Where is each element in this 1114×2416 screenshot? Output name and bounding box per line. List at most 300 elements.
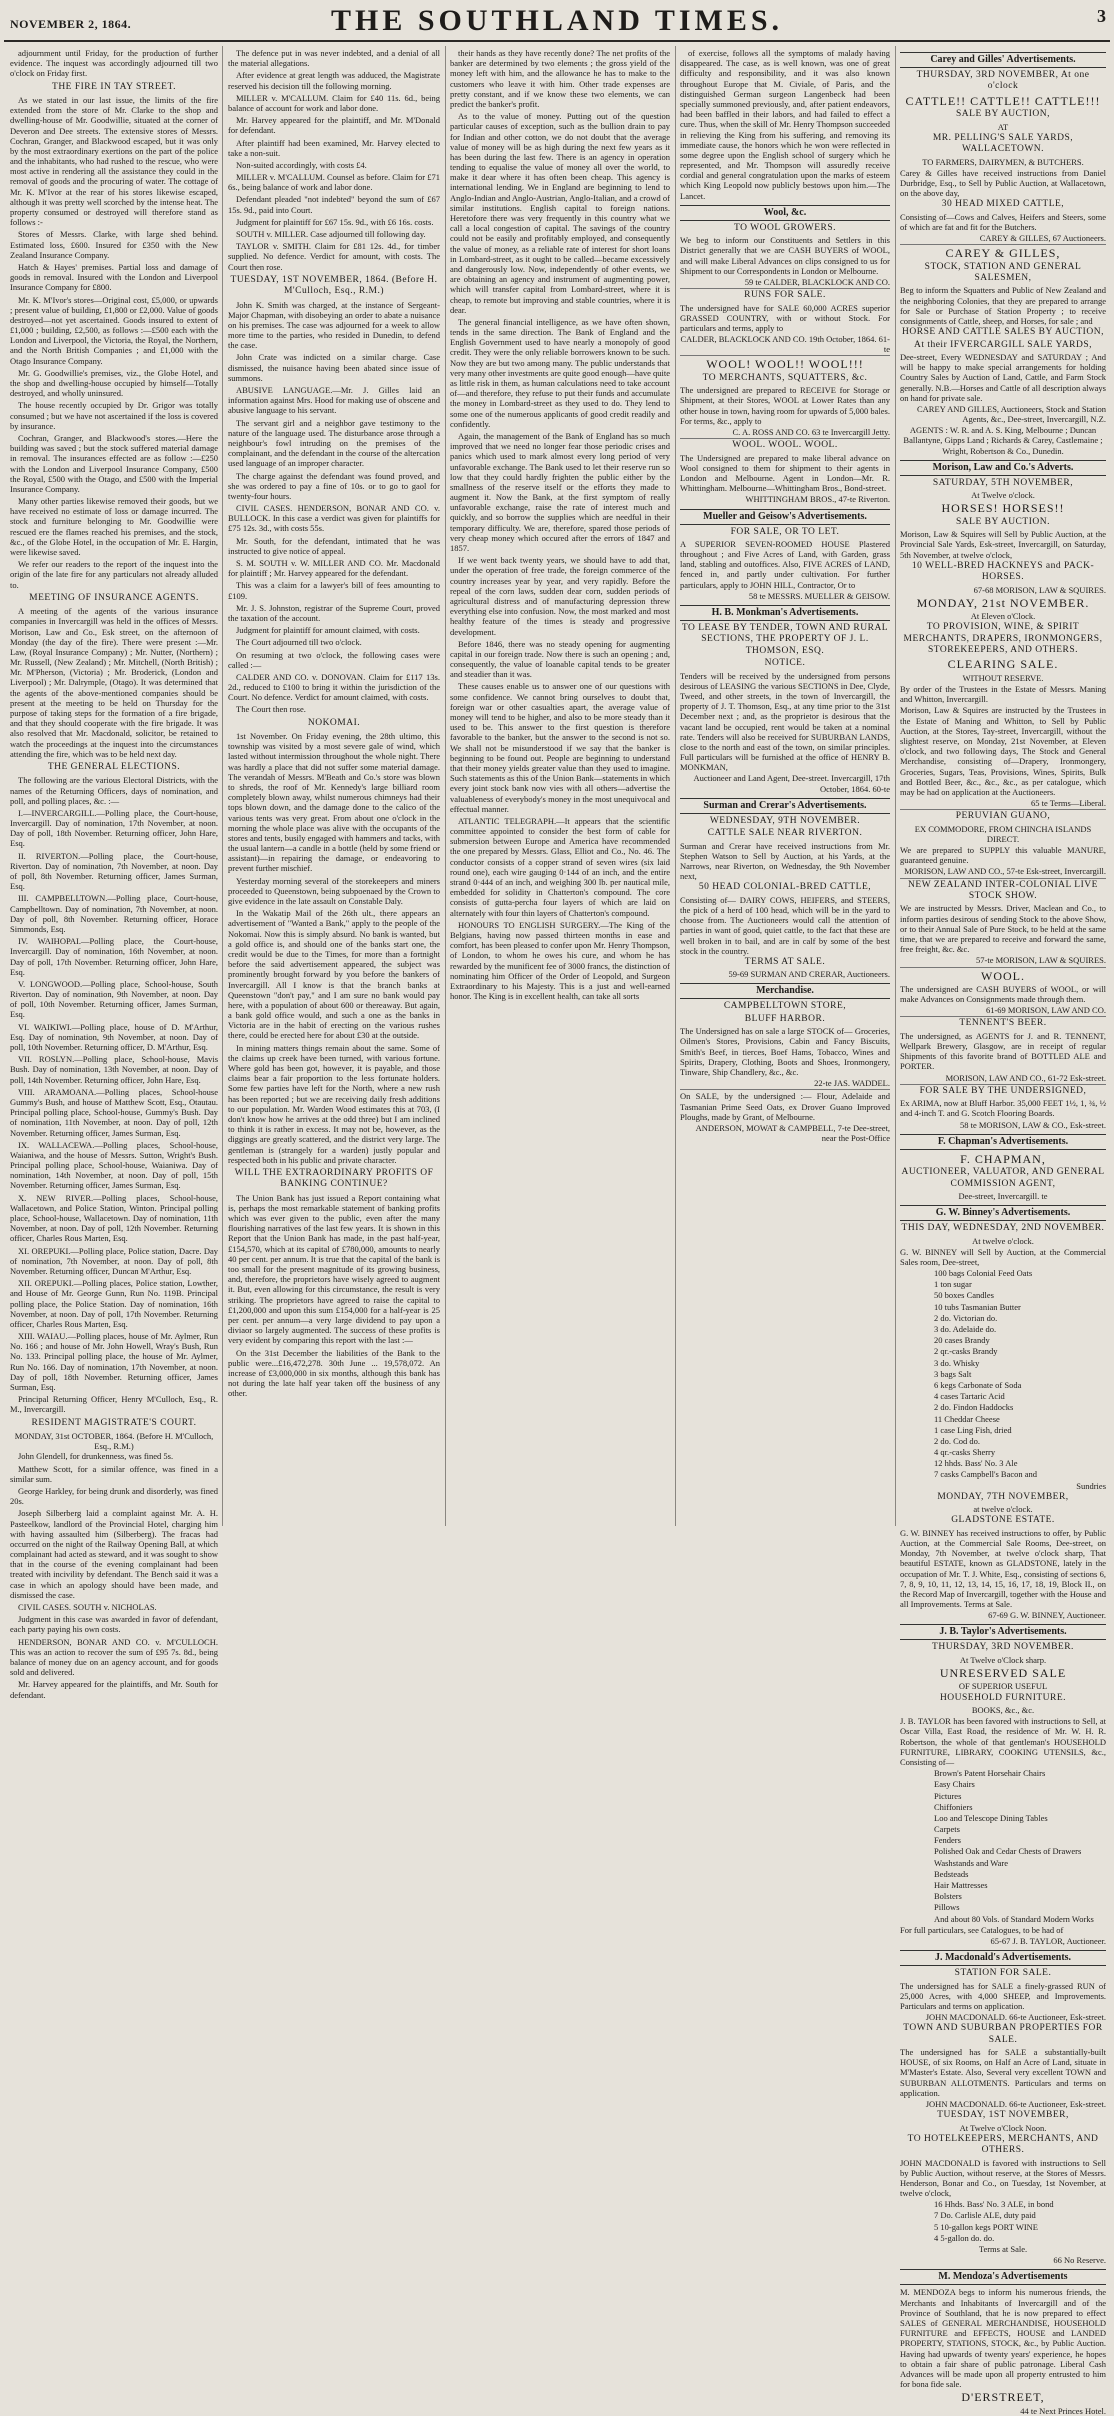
ad-subheading: WITHOUT RESERVE. <box>962 672 1044 683</box>
ad-section-bar: J. B. Taylor's Advertisements. <box>900 1624 1106 1640</box>
paragraph: XII. OREPUKI.—Polling places, Police station, Lowther, and House of Mr. George Gunn, Run No. 119B. Principal polling place, the Police Station. Day of nomination, 16th November, at noon. Day of poll, 17th November. Returning officer, Charles Rous Marten, Esq. <box>10 1278 218 1329</box>
paragraph: Defendant pleaded "not indebted" beyond the sum of £67 15s. 9d., paid into Court. <box>228 194 440 215</box>
ad-divider <box>900 1084 1106 1085</box>
ad-subheading: BOOKS, &c., &c. <box>971 1705 1035 1716</box>
list-item: 2 qr.-casks Brandy <box>934 1346 998 1357</box>
ad-divider <box>900 1016 1106 1017</box>
ad-date: MONDAY, 7TH NOVEMBER, <box>937 1491 1069 1502</box>
list-item: Hair Mattresses <box>934 1880 988 1891</box>
ad-heading: WOOL! WOOL!! WOOL!!! <box>706 357 864 372</box>
list-item: 20 cases Brandy <box>934 1335 990 1346</box>
article-body <box>680 48 890 201</box>
ad-text: M. MENDOZA begs to inform his numerous friends, the Merchants and Inhabitants of Invercargill and of the Province of Southland, that he is now prepared to effect SALES of GENERAL MERCHANDISE, HOUSEHOLD FURNITURE and EFFECTS, HOUSE and LANDED PROPERTY, STATIONS, STOCK, &c., by Public Auction. Having had upwards of twenty years' experience, he hopes to obtain a fair share of public patronage. Liberal Cash Advances will be made upon all property entrusted to him for bona fide sale. <box>900 2287 1106 2390</box>
ad-heading: FOR SALE, OR TO LET. <box>730 526 840 537</box>
advertisement <box>900 1152 1106 1201</box>
paragraph: XIII. WAIAU.—Polling places, house of Mr. Aylmer, Run No. 166 ; and house of Mr. John Howell, Wray's Bush, Run No. 133. Principal polling place, the house of Mr. Aylmer, Run No. 166. Day of nomination, 17th November, at noon. Day of poll, 18th November. Returning officer, James Surman, Esq. <box>10 1331 218 1393</box>
article-body <box>10 95 218 590</box>
paragraph: A meeting of the agents of the various insurance companies in Invercargill was held in the offices of Messrs. Morison, Law and Co., Esk street, on the afternoon of Monday (the day of the fire). There were present :—Mr. Law, (Royal Insurance Company) ; Mr. Nutter, (Northern) ; Mr. Russell, (New Zealand) ; Mr. Mitchell, (North British) ; Mr. M'Pherson, (Victoria) ; Mr. Broderick, (London and Liverpool) ; Mr. Dalrymple, (Otago). It was determined that the agents of the above-mentioned companies should be present at the meeting to be held on Thursday for the purpose of taking steps for the formation of a fire brigade, and that they should cooperate with the fire brigade. It was also resolved that Mr. Macdonald, solicitor, be retained to watch the proceedings at the inquest into the circumstances attending the fire, which was to be held next day. <box>10 606 218 759</box>
ad-signature: 59-69 SURMAN AND CRERAR, Auctioneers. <box>728 969 890 980</box>
paragraph: Mr. Harvey appeared for the plaintiffs, and Mr. South for defendant. <box>10 1679 218 1700</box>
advertisement <box>680 223 890 505</box>
paragraph: The defence put in was never indebted, and a denial of all the material allegations. <box>228 48 440 69</box>
ad-text: AT <box>997 121 1009 132</box>
ad-date: THURSDAY, 3RD NOVEMBER. <box>932 1642 1074 1653</box>
ad-heading: TO PROVISION, WINE, & SPIRIT MERCHANTS, DRAPERS, IRONMONGERS, STOREKEEPERS, AND OTHERS. <box>903 622 1103 656</box>
ad-section-bar: Merchandise. <box>680 983 890 999</box>
ad-date: SATURDAY, 5TH NOVEMBER, <box>932 477 1074 488</box>
paragraph: their hands as they have recently done? The net profits of the banker are determined by two elements ; the gross yield of the money left with him, and the allowance he has to make to the customers who leave it with him. Other trade expenses are pretty constant, and if we know these two elements, we can predict the banker's profit. <box>450 48 670 109</box>
ad-text: TO FARMERS, DAIRYMEN, & BUTCHERS. <box>922 156 1084 167</box>
list-item: 5 10-gallon kegs PORT WINE <box>934 2221 1039 2232</box>
article-heading: THE GENERAL ELECTIONS. <box>47 761 181 772</box>
ad-subheading: BLUFF HARBOR. <box>744 1013 826 1024</box>
advertisement <box>900 1642 1106 1946</box>
column-divider <box>445 46 446 1526</box>
paragraph: On the 31st December the liabilities of the Bank to the public were...£16,472,278. 30th June ... 19,578,072. An increase of £3,000,000 in six months, although this bank has not during the late half year taken off the business of any other. <box>228 1347 440 1399</box>
ad-terms: TERMS AT SALE. <box>744 956 826 967</box>
ad-signature: JOHN MACDONALD. 66-te Auctioneer, Esk-street. <box>925 2012 1106 2023</box>
ad-subheading: OF SUPERIOR USEFUL <box>958 1681 1048 1692</box>
column-2 <box>228 48 440 1526</box>
list-item: Chiffoniers <box>934 1801 973 1812</box>
article-body <box>228 48 440 272</box>
paragraph: Before 1846, there was no steady opening for augmenting capital in our foreign trade. Now there is such an opening ; and, consequently, the value of loanable capital tends to be greater and steadier than it was. <box>450 638 670 680</box>
list-item: 2 do. Findon Haddocks <box>934 1402 1014 1413</box>
ad-heading: HORSES! HORSES!! <box>941 501 1065 516</box>
list-item: 3 do. Whisky <box>934 1357 980 1368</box>
ad-heading: SALE BY AUCTION, <box>956 109 1050 120</box>
ad-heading: NEW ZEALAND INTER-COLONIAL LIVE STOCK SHOW. <box>908 879 1098 901</box>
paragraph: I.—INVERCARGILL.—Polling place, the Court-house, Invercargill. Day of nomination, 17th November, at noon. Day of poll, 18th November. Returning officer, John Hare, Esq. <box>10 807 218 849</box>
paragraph: The Union Bank has just issued a Report containing what is, perhaps the most remarkable statement of banking profits which was ever given to the public, even after the many flourishing narratives of the last few years. It is shown in this Report that the Union Bank has made, in the past half-year, £154,570, which at its capital of £780,000, amounts to nearly 40 per cent. per annum. It is true that the capital of the bank is too small for the present magnitude of its growing business, and, therefore, the proprietors have wisely agreed to augment it. But, even allowing for this circumstance, the result is very striking. The proprietors have agreed to raise the capital to £1,200,000 and upon this sum £154,000 for a half-year is 25 per cent. per annum—a very large dividend to pay upon a diviaor so largely augmented. The success of these profits is very evident by comparing this report with the last :— <box>228 1192 440 1346</box>
article-body <box>10 1451 218 1699</box>
ad-time: At Twelve o'clock. <box>971 490 1035 501</box>
paragraph: 1st November. On Friday evening, the 28th ultimo, this township was visited by a most severe gale of wind, which lasted without intermission throughout the whole night. There was hardly a place that did not suffer some material damage. The verandah of Messrs. M'Beath and Co.'s store was blown to shreds, the roof of Mr. Kennedy's large billiard room completely blown away, whilst numerous chimneys had their tops blown down, and the damage done to the calico of the various tents was very great. From about one o'clock in the morning the whole place was alive with the occupants of the stores and tents, busily engaged with hammers and tacks, with the usual lantern—a candle in a bottle (held by some friend or assistant)—in repairing the damage, or endeavoring to prevent further mischief. <box>228 731 440 874</box>
ad-section-bar: M. Mendoza's Advertisements <box>900 2269 1106 2285</box>
ad-signature: 58 te MORISON, LAW & CO., Esk-street. <box>959 1119 1106 1130</box>
ad-heading: HOUSEHOLD FURNITURE. <box>939 1692 1067 1703</box>
paragraph: After plaintiff had been examined, Mr. Harvey elected to take a non-suit. <box>228 137 440 158</box>
ad-divider <box>680 1089 890 1090</box>
ad-subheading: STOCK, STATION AND GENERAL SALESMEN, <box>924 261 1082 284</box>
ad-text: Consisting of—Cows and Calves, Heifers and Steers, some of which are fat and fit for the Butchers. <box>900 211 1106 232</box>
list-item: Brown's Patent Horsehair Chairs <box>934 1768 1046 1779</box>
ad-section-bar: F. Chapman's Advertisements. <box>900 1134 1106 1150</box>
paragraph: V. LONGWOOD.—Polling place, School-house, South Riverton. Day of nomination, 9th November, at noon. Day of poll, 10th November. Returning officer, James Surman, Esq. <box>10 978 218 1020</box>
paragraph: CIVIL CASES. SOUTH v. NICHOLAS. <box>18 1602 157 1612</box>
paragraph: MILLER v. M'CALLUM. Counsel as before. Claim for £71 6s., being balance of work and labor done. <box>228 172 440 193</box>
article-body <box>228 300 440 715</box>
paragraph: As to the value of money. Putting out of the question particular causes of exception, such as the bullion drain to pay for Indian and other cotton, we do not doubt that the average value of money will be as high during the next few years as it has been during the last few. There is an agency in operation tending to equalise the value of money all over the world, to make it dear where it has often been cheap. This agency is international lending. We in England are beginning to lend to Anglo-Indian and Anglo-Austrian, Anglo-Italian, and a crowd of similar institutions. English capital to foreign nations. Heretofore there was very frequently in this country what we call a local congestion of capital. The savings of the country could not be easily and profitably employed, and consequently the value of money, as a reliable rate of interest for short loans in Lombard-street, as it ought to be called—became excessively and dangerously low. Now, independently of other events, we are obtaining an agency and instrument of augmenting power, which will transfer capital from Lombard-street, where it is cheap, to remote but improving and stable countries, where it is dear. <box>450 111 670 315</box>
ad-text: The undersigned are prepared to RECEIVE for Storage or Shipment, at their Stores, WOOL at Lower Rates than any other house in town, having room for upwards of 5,000 bales. For terms, &c., apply to <box>680 385 890 426</box>
ad-heading: CATTLE SALE NEAR RIVERTON. <box>707 828 863 839</box>
ad-date: MONDAY, 21st NOVEMBER. <box>916 595 1090 610</box>
ad-signature: 22-te JAS. WADDEL. <box>814 1078 890 1089</box>
paragraph: These causes enable us to answer one of our questions with some confidence. We cannot bring ourselves to doubt that, foreign war or other casualties apart, the average value of money will tend to be higher, and also to be more steady than it used to be. This answer to the first question is therefore favorable to the banker, but the answer to the second is not so. We shall not be misunderstood if we say that the banker is beginning to be found out. People are beginning to understand that their money yields greater value than they used to imagine. Such statements as this of the Union Bank—statements in which every joint stock bank now vies with all others—advertise the valuableness of everybody's money in the most unequivocal and effectual manner. <box>450 681 670 814</box>
list-item: 2 do. Victorian do. <box>934 1312 998 1323</box>
paragraph: XI. OREPUKI.—Polling place, Police station, Dacre. Day of nomination, 7th November, at noon. Day of poll, 8th November. Returning officer, Duncan M'Arthur, Esq. <box>10 1245 218 1276</box>
list-item: 4 5-gallon do. do. <box>934 2232 995 2243</box>
column-divider <box>675 46 676 1526</box>
paragraph: Judgment in this case was awarded in favor of defendant, each party paying his own costs. <box>10 1614 218 1635</box>
list-item: Pictures <box>934 1790 962 1801</box>
ad-heading: TOWN AND SUBURBAN PROPERTIES FOR SALE. <box>903 2023 1103 2045</box>
ad-text: Morison, Law & Squires are instructed by the Trustees in the Estate of Maning and Whitton, to Sell by Public Auction, at the Stores, Tay-street, Invercargill, without the slightest reserve, on Monday, 21st November, at Eleven o'clock, and two following days, The Stock and General Merchandise, consisting of—Drapery, Ironmongery, Groceries, Sugars, Teas, Provisions, Wines, Spirits, Bulk and Bottled Beer, &c., &c., &c., as per catalogue, which may be had on application at the Auctioneers. <box>900 705 1106 797</box>
paragraph: John Crate was indicted on a similar charge. Case dismissed, the nuisance having been abated since issue of summons. <box>228 352 440 383</box>
list-item: 7 Do. Carlisle ALE, duty paid <box>934 2210 1036 2221</box>
ad-text: Morison, Law & Squires will Sell by Public Auction, at the Provincial Sale Yards, Esk-street, Invercargill, on Saturday, 5th November, at twelve o'clock, <box>900 529 1106 560</box>
column-divider <box>895 46 896 1526</box>
paragraph: Hatch & Hayes' premises. Partial loss and damage of goods in removal. Insured with the London and Liverpool Insurance Company for £800. <box>10 261 218 293</box>
paragraph: The general financial intelligence, as we have often shown, tends in the same direction. The Bank of England and the English Government used to have nearly a monopoly of good credit. They were the only reliable borrowers known to be such. Now they are but two among many. The public understands that very many other investments are quite good enough—have quite as little risk in them, as human calculations need to take account of—and therefore, they refuse to put their funds and accumulate the money in Lombard-street as they used to do. They lend to some one of the numerous applicants of good credit readily and confidently. <box>450 316 670 429</box>
ad-date: TUESDAY, 1ST NOVEMBER, <box>937 2110 1069 2121</box>
ad-time: At Twelve o'Clock Noon. <box>959 2122 1047 2133</box>
paragraph: VI. WAIKIWI.—Polling place, house of D. M'Arthur, Esq. Day of nomination, 9th November, at noon. Day of poll, 10th November. Returning officer, D. M'Arthur, Esq. <box>10 1021 218 1053</box>
ad-time: At twelve o'clock. <box>972 1235 1034 1246</box>
ad-text: We are prepared to SUPPLY this valuable MANURE, guaranteed genuine. <box>900 845 1106 866</box>
paragraph: HONOURS TO ENGLISH SURGERY.—The King of the Belgians, having now passed thirteen months in ease and comfort, has been pleased to confer upon Mr. Henry Thompson, of London, to whom he owes his cure, and whom he has rewarded by the munificent fee of 3000 francs, the distinction of nominating him Officer of the Order of Leopold, and Surgeon Extraordinary to his Majesty. This is a just and well-earned honor. The King is in excellent health, can take all sorts <box>450 919 670 1002</box>
list-item: Polished Oak and Cedar Chests of Drawers <box>934 1846 1082 1857</box>
list-item: 11 Cheddar Cheese <box>934 1413 1000 1424</box>
ad-divider <box>680 355 890 356</box>
advertisement <box>900 1223 1106 1620</box>
advertisement <box>900 70 1106 456</box>
advertisement <box>680 623 890 794</box>
masthead-rule <box>4 40 1110 42</box>
ad-address: Dee-street, Invercargill. te <box>958 1190 1048 1201</box>
ad-signature: CALDER, BLACKLOCK AND CO. 19th October, 1864. 61-te <box>680 334 890 355</box>
column-divider <box>222 46 223 1526</box>
ad-date: THURSDAY, 3RD NOVEMBER, At one o'clock <box>916 70 1090 92</box>
paragraph: SOUTH v. MILLER. Case adjourned till following day. <box>236 229 426 239</box>
article-body <box>10 775 218 1414</box>
ad-section-bar: Surman and Crerar's Advertisements. <box>680 798 890 814</box>
ad-text: G. W. BINNEY has received instructions to offer, by Public Auction, at the Commercial Sale Rooms, Dee-street, on Monday, 7th November, at twelve o'clock sharp, That beautiful ESTATE, known as GLADSTONE, lately in the occupation of Mr. T. J. White, Esq., consisting of sections 6, 7, 8, 9, 10, 11, 12, 13, 14, 15, 16, 17, 18, 19, Block II., on the Record Map of Invercargill, together with the House and all Improvements. Terms at Sale. <box>900 1527 1106 1610</box>
paragraph: Judgment for plaintiff for £67 15s. 9d., with £6 16s. costs. <box>236 216 434 227</box>
ad-signature: 66 No Reserve. <box>1053 2255 1106 2266</box>
column-1 <box>10 48 218 1700</box>
ad-signature: CAREY & GILLES, 67 Auctioneers. <box>979 233 1106 244</box>
ad-section-bar: Morison, Law and Co.'s Adverts. <box>900 460 1106 476</box>
ad-section-bar: G. W. Binney's Advertisements. <box>900 1205 1106 1221</box>
list-item: And about 80 Vols. of Standard Modern Works <box>934 1913 1094 1924</box>
ad-heading: PERUVIAN GUANO, <box>955 811 1051 822</box>
paragraph: TAYLOR v. SMITH. Claim for £81 12s. 4d., for timber supplied. No defence. Verdict for amount, with costs. The Court then rose. <box>228 241 440 272</box>
ad-heading: TO HOTELKEEPERS, MERCHANTS, AND OTHERS. <box>907 2133 1099 2156</box>
ad-text: The undersigned, as AGENTS for J. and R. TENNENT, Wellpark Brewery, Glasgow, are in receipt of regular Shipments of this favorite brand of BOTTLED ALE and PORTER. <box>900 1030 1106 1072</box>
paragraph: III. CAMPBELLTOWN.—Polling place, Court-house, Campbelltown. Day of nomination, 7th November, at noon. Day of poll, 8th November. Returning officer, Horace Simmonds, Esq. <box>10 893 218 934</box>
article-text: adjournment until Friday, for the production of further evidence. The inquest was accordingly adjourned till two o'clock on Friday first. <box>10 48 218 79</box>
list-item: Easy Chairs <box>934 1779 975 1790</box>
ad-heading: WOOL. WOOL. WOOL. <box>732 440 838 451</box>
ad-subheading: At their IFVERCARGILL SALE YARDS, <box>913 339 1093 350</box>
ad-heading: TO LEASE BY TENDER, TOWN AND RURAL SECTIONS, THE PROPERTY OF J. L. THOMSON, ESQ. <box>681 623 889 656</box>
list-item: 3 bags Salt <box>934 1368 972 1379</box>
column-4 <box>680 48 890 1526</box>
paragraph: The Court then rose. <box>236 704 306 715</box>
ad-text: J. B. TAYLOR has been favored with instructions to Sell, at Oscar Villa, East Road, the residence of Mr. W. H. R. Robertson, the whole of that gentleman's HOUSEHOLD FURNITURE, LIBRARY, COOKING UTENSILS, &c., Consisting of— <box>900 1716 1106 1767</box>
column-3 <box>450 48 670 1526</box>
ad-text: The undersigned have for SALE 60,000 ACRES superior GRASSED COUNTRY, with or without Stock. For particulars and terms, apply to <box>680 302 890 333</box>
ad-lot: 10 WELL-BRED HACKNEYS and PACK-HORSES. <box>911 560 1095 583</box>
ad-heading: CAREY & GILLES, <box>945 246 1061 261</box>
list-item: 50 boxes Candles <box>934 1290 994 1301</box>
paragraph: Non-suited accordingly, with costs £4. <box>236 159 367 170</box>
advertisement <box>680 816 890 980</box>
paragraph: This was a claim for a lawyer's bill of fees amounting to £109. <box>228 580 440 601</box>
page-number: 3 <box>1097 6 1106 26</box>
ad-text: By order of the Trustees in the Estate of Messrs. Maning and Whitton, Invercargill. <box>900 684 1106 705</box>
ad-lot: 30 HEAD MIXED CATTLE, <box>941 199 1065 210</box>
ad-text: A SUPERIOR SEVEN-ROOMED HOUSE Plastered throughout ; and Five Acres of Land, with Garden, grass land, stabling and outoffices. Also, FIVE ACRES of LAND, fenced in, and partly under cultivation. For further particulars, apply to JOHN HILL, Contractor, Or to <box>680 538 890 590</box>
ad-divider <box>900 878 1106 879</box>
advertisement <box>900 2287 1106 2415</box>
masthead <box>0 0 1114 40</box>
paragraph: Again, the management of the Bank of England has so much improved that we need no longer fear those periodic crises and panics which used to mark almost every long period of very unfavorable exchange. The Bank used to let their reserve run so low that they could hardly frighten the public either by the smallness of the reserve itself or the efforts they made to augment it. Now the Bank, at the first symptom of really unfavorable exchange, raise the rate of interest much and quickly, and so borrow the supplies which are needful in their temporary difficulty. We are, therefore, spared those periods of very cheap money which occured after the errors of 1847 and 1857. <box>450 430 670 553</box>
ad-signature: CAREY AND GILLES, Auctioneers, Stock and Station Agents, &c., Dee-street, Invercargill, N.Z. <box>916 403 1106 425</box>
article-heading: TUESDAY, 1ST NOVEMBER, 1864. (Before H. M'Culloch, Esq., R.M.) <box>230 274 438 297</box>
paragraph: In the Wakatip Mail of the 26th ult., there appears an advertisement of "Wanted a Bank," apply to the people of the Nokomai. Now this is simply absurd. No bank is wanted, but a gold office is, and should one of the banks start one, the credit would be due to the Times, for more than a fortnight before the said advertisement appeared, the subject was prominently brought forward by you before the bankers of Invercargill. All I know is that the branch banks at Queenstown "don't pay," and I am sure no bank would pay here, with a population of about 600 or thereaway. But again, a bank gold office would, and such a one as the banks in Victoria are in the habit of erecting on the various rushes there, could be erected here for about £30 at the outside. <box>228 908 440 1041</box>
list-item: 6 kegs Carbonate of Soda <box>934 1379 1022 1390</box>
list-item: 4 cases Tartaric Acid <box>934 1391 1005 1402</box>
list-item: Bedsteads <box>934 1868 969 1879</box>
paragraph: CIVIL CASES. HENDERSON, BONAR AND CO. v. BULLOCK. In this case a verdict was given for plaintiffs for £75 12s. 3d., with costs 55s. <box>228 503 440 534</box>
issue-date: NOVEMBER 2, 1864. <box>10 17 132 31</box>
ad-signature: C. A. ROSS AND CO. 63 te Invercargill Jetty. <box>732 427 890 437</box>
ad-heading: FOR SALE BY THE UNDERSIGNED, <box>919 1085 1087 1096</box>
ad-signature: MORISON, LAW AND CO., 61-72 Esk-street. <box>945 1072 1106 1083</box>
ad-divider <box>680 288 890 289</box>
paragraph: Principal Returning Officer, Henry M'Culloch, Esq., R. M., Invercargill. <box>10 1394 218 1415</box>
ad-subheading: AUCTIONEER, VALUATOR, AND GENERAL COMMISSION AGENT, <box>901 1167 1105 1189</box>
list-item: Carpets <box>934 1824 960 1835</box>
list-item: 1 ton sugar <box>934 1279 972 1290</box>
paragraph: We refer our readers to the report of the inquest into the origin of the late fire for any particulars not already alluded to. <box>10 559 218 590</box>
paragraph: George Harkley, for being drunk and disorderly, was fined 20s. <box>10 1485 218 1507</box>
ad-section-bar: Mueller and Geisow's Advertisements. <box>680 509 890 525</box>
paragraph: The servant girl and a neighbor gave testimony to the nature of the language used. The disturbance arose through a neighbour's fowl intruding on the premises of the complainant, and the defendant in the course of the altercation used language of an improper character. <box>228 417 440 469</box>
ad-text: We beg to inform our Constituents and Settlers in this District generally that we are CASH BUYERS of WOOL, and will make Liberal Advances on clips consigned to us for Shipment to our Correspondents in London or Melbourne. <box>680 235 890 276</box>
ad-time: At Twelve o'Clock sharp. <box>959 1654 1047 1665</box>
paragraph: The following are the various Electoral Districts, with the names of the Returning Officers, days of nomination, and poll, and polling places, &c. :— <box>10 775 218 806</box>
paragraph: VII. ROSLYN.—Polling place, School-house, Mavis Bush. Day of nomination, 13th November, at noon. Day of poll, 14th November. Returning officer, John Hare, Esq. <box>10 1054 218 1085</box>
ad-section-bar: H. B. Monkman's Advertisements. <box>680 605 890 621</box>
list-item: 16 Hhds. Bass' No. 3 ALE, in bond <box>934 2199 1054 2210</box>
ad-signature: 67-68 MORISON, LAW & SQUIRES. <box>973 584 1106 595</box>
ad-signature: ANDERSON, MOWAT & CAMPBELL, 7-te Dee-street, near the Post-Office <box>695 1122 890 1144</box>
ad-text: Carey & Gilles have received instructions from Daniel Durbridge, Esq., to Sell by Public Auction, at Wallacetown, on the above day, <box>900 167 1106 199</box>
ad-date: THIS DAY, WEDNESDAY, 2ND NOVEMBER. <box>901 1223 1105 1234</box>
paragraph: VIII. ARAMOANA.—Polling places, School-house Gummy's Bush, and house of Matthew Scott, Esq., Otautau. Principal polling place, School-house, Gummy's Bush. Day of nomination, 11th November, at noon. Day of poll, 12th November. Returning officer, James Surman, Esq. <box>10 1086 218 1138</box>
ad-subheading: SALE BY AUCTION. <box>956 516 1050 527</box>
paragraph: Mr. Harvey appeared for the plaintiff, and Mr. M'Donald for defendant. <box>228 115 440 136</box>
ad-heading: CLEARING SALE. <box>947 657 1059 672</box>
article-heading: THE FIRE IN TAY STREET. <box>52 81 176 92</box>
ad-divider <box>680 438 890 439</box>
ad-signature: 44 te Next Princes Hotel. <box>1020 2405 1106 2416</box>
list-item: Pillows <box>934 1902 960 1913</box>
paragraph: John Glendell, for drunkenness, was fined 5s. <box>18 1451 174 1462</box>
paragraph: Mr. K. M'Ivor's stores—Original cost, £5,000, or upwards ; present value of building, £1,800 or £2,000. Value of goods destroyed—not yet ascertained. Goods insured to extent of £1,000 ; building, £2,500, as follows :—£500 each with the London and Liverpool, the Victoria, the Royal, the Northern, and the North British Companies ; and £1,000 with the Otago Insurance Company. <box>10 294 218 366</box>
ad-heading: GLADSTONE ESTATE. <box>951 1515 1055 1526</box>
paragraph: Many other parties likewise removed their goods, but we have received no estimate of loss or damage incurred. The stock and furniture belonging to Mr. Goodwillie were rescued ere the flames reached his premises, and the stock, &c., of the Globe Hotel, in the occupation of Mr. E. Hargin, were likewise saved. <box>10 496 218 558</box>
ad-heading: CATTLE!! CATTLE!! CATTLE!!! <box>905 93 1101 108</box>
paragraph: On resuming at two o'clock, the following cases were called :— <box>228 649 440 670</box>
ad-heading: F. CHAPMAN, <box>960 1151 1046 1166</box>
paragraph: Joseph Silberberg laid a complaint against Mr. A. H. Pasteelkow, landlord of the Provincial Hotel, charging him with having assaulted him (Silberberg). The fracas had occurred on the night of the Railway Opening Ball, at which complainant had acted as steward, and it was sought to show that in the course of the evening complainant had been treated with incivility by defendant. The Bench said it was a case in which an apology should have been made, and dismissed the case. <box>10 1508 218 1600</box>
ad-time: At Eleven o'Clock. <box>970 611 1036 622</box>
ad-signature: 58 te MESSRS. MUELLER & GEISOW. <box>748 590 890 601</box>
advertisement <box>900 478 1106 1130</box>
newspaper-title: THE SOUTHLAND TIMES. <box>330 4 784 37</box>
list-item: 3 do. Adelaide do. <box>934 1324 997 1334</box>
ad-section-bar: J. Macdonald's Advertisements. <box>900 1950 1106 1966</box>
ad-address: D'ERSTREET, <box>961 2390 1045 2405</box>
paragraph: X. NEW RIVER.—Polling places, School-house, Wallacetown, and Police Station, Winton. Principal polling place, School-house, Wallacetown. Day of nomination, 11th November, at noon. Day of poll, 12th November. Returning officer, Charles Rous Marten, Esq. <box>10 1192 218 1244</box>
ad-text: We are instructed by Messrs. Driver, Maclean and Co., to inform parties desirous of sending Stock to the above Show, or to their Annual Sale of Pure Stock, to be held at the same time, that we are prepared to receive and forward the same, free freight, &c. &c. <box>900 903 1106 955</box>
article-heading: NOKOMAI. <box>307 717 361 728</box>
ad-text: G. W. BINNEY will Sell by Auction, at the Commercial Sales room, Dee-street, <box>900 1246 1106 1267</box>
ad-terms: Terms at Sale. <box>978 2244 1028 2255</box>
ad-date: WEDNESDAY, 9TH NOVEMBER. <box>709 815 861 826</box>
paragraph: IV. WAIHOPAI.—Polling place, the Court-house, Invercargill. Day of nomination, 16th November, at noon. Day of poll, 17th November. Returning officer, John Hare, Esq. <box>10 936 218 977</box>
ad-item-list <box>900 1768 1106 1924</box>
ad-text: AGENTS : W. R. and A. S. King, Melbourne ; Duncan Ballantyne, Gipps Land ; Richards & Carey, Castlemaine ; Wright, Robertson & Co., Dunedin. <box>903 425 1103 456</box>
list-item: 2 do. Cod do. <box>934 1435 981 1446</box>
ad-signature: 61-69 MORISON, LAW AND CO. <box>985 1005 1106 1016</box>
list-item: 4 qr.-casks Sherry <box>934 1447 996 1458</box>
ad-subheading: TO MERCHANTS, SQUATTERS, &c. <box>702 372 868 383</box>
ad-heading: UNRESERVED SALE <box>939 1666 1067 1681</box>
advertisement <box>900 1968 1106 2265</box>
ad-signature: Auctioneer and Land Agent, Dee-street. Invercargill, 17th October, 1864. 60-te <box>693 773 890 794</box>
paragraph: HENDERSON, BONAR AND CO. v. M'CULLOCH. This was an action to recover the sum of £95 7s. 8d., being balance of money due on an agency account, and for goods sold and delivered. <box>10 1636 218 1678</box>
paragraph: ABUSIVE LANGUAGE.—Mr. J. Gilles laid an information against Mrs. Hood for making use of obscene and abusive language to his servant. <box>228 385 440 416</box>
paragraph: The charge against the defendant was found proved, and she was ordered to pay a fine of 10s. or to go to gaol for twenty-four hours. <box>228 470 440 501</box>
paragraph: Cochran, Granger, and Blackwood's stores.—Here the building was saved ; but the stock suffered material damage in removal. The insurances effected are as follow :—£250 with the London and Liverpool Insurance Company, £500 the Royal, £500 with the Otago, and £500 with the Imperial Insurance Company. <box>10 432 218 494</box>
paragraph: ATLANTIC TELEGRAPH.—It appears that the scientific committee appointed to consider the best form of cable for submersion between Europe and America have recommended the one prepared by Messrs. Glass, Elliot and Co., No. 46. The conductor consists of a copper strand of seven wires (six laid round one), each wire gauging 0·144 of an inch, and the entire strand 0·444 of an inch, and weighing 300 lb. per nautical mile, embedded for solidity in Chatterton's compound. The core consists of gutta-percha four layers of which are laid on alternately with four thin layers of Chatterton's compound. <box>450 815 670 918</box>
paragraph: II. RIVERTON.—Polling place, the Court-house, Riverton. Day of nomination, 7th November, at noon. Day of poll, 8th November. Returning officer, James Surman, Esq. <box>10 850 218 892</box>
ad-text: The Undersigned has on sale a large STOCK of— Groceries, Oilmen's Stores, Provisions, Cabin and Fancy Biscuits, Smith's Beef, in tierces, Boef Hams, Tobacco, Wines and Spirits, Drapery, Clothing, Boots and Shoes, Ironmongery, Tinware, Ship Chandlery, &c., &c. <box>680 1026 890 1077</box>
paragraph: Stores of Messrs. Clarke, with large shed behind. Estimated loss, £600. Insured for £350 with the New Zealand Insurance Company. <box>10 229 218 260</box>
article-heading: MEETING OF INSURANCE AGENTS. <box>29 592 199 603</box>
paragraph: After evidence at great length was adduced, the Magistrate reserved his decision till the following morning. <box>228 70 440 91</box>
paragraph: Judgment for plaintiff for amount claimed, with costs. <box>236 625 420 636</box>
ad-text: Consisting of— DAIRY COWS, HEIFERS, and STEERS, the pick of a herd of 100 head, which will be in the yard to choose from. The Auctioneers would call the attention of parties in want of good, quiet cattle, to the fact that these are well broken in to bail, and are in calf by some of the best stock in the country. <box>680 894 890 956</box>
paragraph: Mr. G. Goodwillie's premises, viz., the Globe Hotel, and the shop and dwelling-house occupied by himself—Totally destroyed, and wholly uninsured. <box>10 367 218 399</box>
paragraph: In mining matters things remain about the same. Some of the claims up creek have been turned, with various fortune. Where gold has been got, however, it is payable, and those claims bear a fair proportion to the less fortunate holders. Some few parties have left for the North, where a new rush has been reported ; but we are receiving daily fresh additions to our population. Mr. Warden Wood estimates this at 703, (I don't know how he arrives at the odd three) but I am inclined to think it is rather in excess. It may not be, however, as the diggings are greatly scattered, and the district very large. The gentleman is (strangely for a warden) justly popular and respected both in his public and private character. <box>228 1042 440 1165</box>
ad-heading: TENNENT'S BEER. <box>959 1018 1047 1029</box>
paragraph: Mr. J. S. Johnston, registrar of the Supreme Court, proved the taxation of the account. <box>228 602 440 623</box>
ad-text: On SALE, by the undersigned :— Flour, Adelaide and Tasmanian Prime Seed Oats, ex Drover Guano Improved Ploughs, made by Grant, of Melbourne. <box>680 1091 890 1122</box>
list-item: Bolsters <box>934 1891 962 1902</box>
paragraph: The Court adjourned till two o'clock. <box>236 637 362 648</box>
paragraph: MILLER v. M'CALLUM. Claim for £40 11s. 6d., being balance of account for work and labor done. <box>228 92 440 113</box>
article-subheading: MONDAY, 31st OCTOBER, 1864. (Before H. M'Culloch, Esq., R.M.) <box>14 1431 214 1452</box>
article-body <box>228 731 440 1165</box>
list-item: 100 bags Colonial Feed Oats <box>934 1268 1033 1279</box>
ad-heading: STATION FOR SALE. <box>954 1968 1052 1979</box>
paragraph: Matthew Scott, for a similar offence, was fined in a similar sum. <box>10 1463 218 1484</box>
ad-signature: MORISON, LAW AND CO., 57-te Esk-street, Invercargill. <box>904 866 1106 877</box>
ad-item-list <box>900 1268 1106 1480</box>
ad-text: Beg to inform the Squatters and Public of New Zealand and the neighboring Colonies, that they are prepared to arrange for Sale or Purchase of Station Property ; to receive consignments of Cattle, sheep, and Horses, for sale ; and <box>900 285 1106 326</box>
paragraph: The house recently occupied by Dr. Grigor was totally consumed ; but we have not ascertained if the loss is covered by insurance. <box>10 400 218 431</box>
article-heading: RESIDENT MAGISTRATE'S COURT. <box>31 1417 197 1428</box>
ad-signature: 65-67 J. B. TAYLOR, Auctioneer. <box>990 1935 1106 1946</box>
ad-heading: HORSE AND CATTLE SALES BY AUCTION, <box>902 327 1104 338</box>
paragraph: John K. Smith was charged, at the instance of Sergeant-Major Chapman, with disobeying an order to abate a nuisance on his premises. The case was adjourned for a week to allow more time to the parties, who resided in Dunedin, to defend the case. <box>228 299 440 351</box>
list-item: Loo and Telescope Dining Tables <box>934 1812 1048 1823</box>
ad-text: Surman and Crerar have received instructions from Mr. Stephen Watson to Sell by Auction, at his Yards, at the Narrows, near Riverton, on Wednesday, the 9th November next, <box>680 840 890 882</box>
ad-text: JOHN MACDONALD is favored with instructions to Sell by Public Auction, without reserve, at the Stores of Messrs. Henderson, Bonar and Co., on Tuesday, 1st November, at twelve o'clock, <box>900 2157 1106 2199</box>
ad-text: The Undersigned are prepared to make liberal advance on Wool consigned to them for shipment to their agents in London and Melbourne. Agent in London—Mr. R. Whittingham. Melbourne—Whittingham Bros., Bond-street. <box>680 452 890 494</box>
ad-heading: WOOL. <box>981 968 1025 983</box>
paragraph: Mr. South, for the defendant, intimated that he was instructed to give notice of appeal. <box>228 535 440 556</box>
ad-subheading: EX COMMODORE, FROM CHINCHA ISLANDS DIRECT. <box>914 823 1092 844</box>
ad-subheading: NOTICE. <box>764 658 806 669</box>
article-body <box>228 1193 440 1399</box>
ad-signature: 57-te MORISON, LAW & SQUIRES. <box>976 955 1106 966</box>
list-item: Washstands and Ware <box>934 1857 1009 1868</box>
ad-heading: TO WOOL GROWERS. <box>733 222 837 233</box>
ad-signature: WHITTINGHAM BROS., 47-te Riverton. <box>745 494 890 505</box>
ad-lot: 50 HEAD COLONIAL-BRED CATTLE, <box>698 882 872 893</box>
list-item: 1 case Ling Fish, dried <box>934 1424 1012 1435</box>
list-item: Fenders <box>934 1835 961 1846</box>
ad-heading: CAMPBELLTOWN STORE, <box>723 1001 847 1012</box>
article-heading: WILL THE EXTRAORDINARY PROFITS OF BANKING CONTINUE? <box>234 1167 434 1190</box>
ad-text: The undersigned are CASH BUYERS of WOOL, or will make Advances on Consignments made through them. <box>900 983 1106 1005</box>
paragraph: of exercise, follows all the symptoms of malady having disappeared. The case, as is well known, was one of great difficulty and responsibility, and it was also known throughout Europe that M. Civiale, of Paris, and the distinguished German surgeon Langenbeck had been specially summoned previously, and, after patient endeavors, had been baffled in their labors, and had failed to effect a cure. Thus, when the skill of Mr. Henry Thompson succeeded in relieving the King from his suffering, and removing its immediate cause, the honors which he won were reflected in some degree upon the English school of surgery which he represented, and Mr. Thompson will assuredly receive cordial and general congratulation upon the marks of esteem which King Leopold now publicly bestows upon him.—The Lancet. <box>680 48 890 201</box>
ad-heading: RUNS FOR SALE. <box>744 290 826 301</box>
ad-section-bar: Wool, &c. <box>680 205 890 221</box>
paragraph: Yesterday morning several of the storekeepers and miners proceeded to Queenstown, being subpoenaed by the Crown to give evidence in the late assault on Constable Daly. <box>228 875 440 907</box>
ad-signature: 67-69 G. W. BINNEY, Auctioneer. <box>988 1610 1106 1621</box>
ad-divider <box>900 244 1106 245</box>
list-item: 12 hhds. Bass' No. 3 Ale <box>934 1458 1018 1469</box>
paragraph: IX. WALLACEWA.—Polling places, School-house, Waianiwa, and the house of Messrs. Sutton, Wright's Bush. Principal polling place, School-house, Waianiwa. Day of nomination, 14th November, at noon. Day of poll, 15th November. Returning officer, James Surman, Esq. <box>10 1139 218 1191</box>
ad-divider <box>900 967 1106 968</box>
ad-text: The undersigned has for SALE a finely-grassed RUN of 25,000 Acres, with 4,000 SHEEP, and Improvements. Particulars and terms on application. <box>900 1980 1106 2011</box>
list-item: 7 casks Campbell's Bacon and <box>934 1469 1038 1480</box>
ad-signature: 65 te Terms—Liberal. <box>1030 798 1106 809</box>
article-body <box>450 48 670 1001</box>
ad-text: For full particulars, see Catalogues, to be had of <box>900 1924 1064 1935</box>
advertisement <box>680 527 890 602</box>
ad-text: The undersigned has for SALE a substantially-built HOUSE, of six Rooms, on Half an Acre of Land, situate in M'Master's Estate. Also, Several very excellent TOWN and SUBURBAN ALLOTMENTS. Particulars and terms on application. <box>900 2047 1106 2098</box>
article-body <box>10 606 218 759</box>
ad-time: at twelve o'clock. <box>973 1504 1033 1515</box>
ad-text: Tenders will be received by the undersigned from persons desirous of LEASING the various SECTIONS in Dee, Clyde, Tweed, and other streets, in the town of Invercargill, the property of J. T. Thomson, Esq., at any time prior to the 31st December next ; and, as the proprietor is desirous that the vacant land be occupied, rent would be taken at a nominal rate. Tenders will also be received for SUBURBAN LANDS, close to the north and east of the town, on similar principles. Full particulars will be furnished at the office of HENRY B. MONKMAN, <box>680 670 890 773</box>
ad-text: Sundries <box>1076 1480 1106 1491</box>
paragraph: S. M. SOUTH v. W. MILLER AND CO. Mr. Macdonald for plaintiff ; Mr. Harvey appeared for the defendant. <box>228 558 440 579</box>
ad-signature: JOHN MACDONALD. 66-te Auctioneer, Esk-street. <box>925 2099 1106 2109</box>
column-5 <box>900 48 1106 2416</box>
paragraph: CALDER AND CO. v. DONOVAN. Claim for £117 13s. 2d., reduced to £100 to bring it within the jurisdiction of the Court. No defence. Verdict for amount claimed, with costs. <box>228 671 440 703</box>
ad-text: Dee-street, Every WEDNESDAY and SATURDAY ; And will be happy to make special arrangements for holding Country Sales by Auction of Land, Cattle, and Farm Stock generally. N.B.—Horses and Cattle of all description always on hand for private sale. <box>900 351 1106 403</box>
paragraph: As we stated in our last issue, the limits of the fire extended from the store of Mr. Clarke to the shop and dwelling-house of Mr. Goodwillie, situated at the corner of Deveron and Dee streets. The extensive stores of Messrs. Cochran, Granger, and Blackwood escaped, but it was only by the most extraordinary exertions on the part of the police and the inhabitants, who had rushed to the rescue, who were most active in rendering all the assistance they could in the removal of goods and the procuring of water. The cottage of Mr. K. M'Ivor at the rear of his stores likewise escaped, although it was pretty well scorched by the intense heat. The property consumed or destroyed will therefore stand as follows :- <box>10 94 218 228</box>
ad-text: Ex ARIMA, now at Bluff Harbor. 35,000 FEET 1½, 1, ¾, ½ and 4-inch T. and G. Scotch Flooring Boards. <box>900 1098 1106 1119</box>
ad-signature: 59 te CALDER, BLACKLOCK AND CO. <box>744 276 890 287</box>
ad-heading: MR. PELLING'S SALE YARDS, WALLACETOWN. <box>932 132 1074 155</box>
advertisement <box>680 1001 890 1143</box>
paragraph: If we went back twenty years, we should have to add that, under the operation of free trade, the foreign commerce of the country increases year by year, and very rapidly. Before the repeal of the corn laws, sudden dear corn, sudden periods of agricultural distress and of manufacturing depression threw everything else into confusion. Now, the most marked and most healthy feature of the times is steady and progressive development. <box>450 555 670 637</box>
ad-section-bar: Carey and Gilles' Advertisements. <box>900 52 1106 68</box>
ad-item-list <box>900 2199 1106 2243</box>
list-item: 10 tubs Tasmanian Butter <box>934 1301 1021 1312</box>
ad-divider <box>900 809 1106 810</box>
